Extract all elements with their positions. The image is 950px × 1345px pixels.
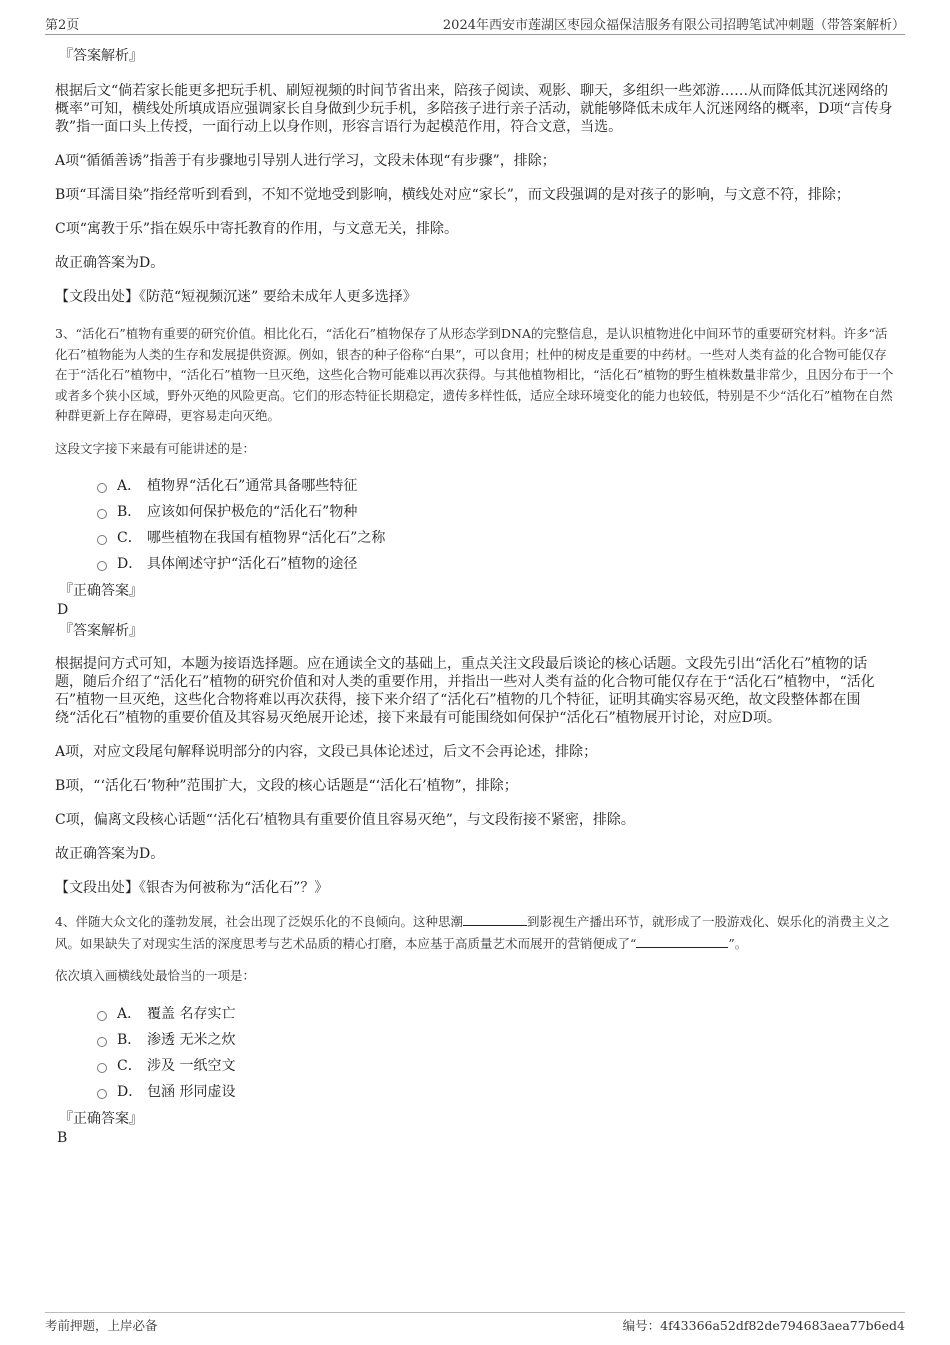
q3-option-c[interactable]: C． 哪些植物在我国有植物界“活化石”之称: [97, 525, 895, 551]
q3-analysis-p1: 根据提问方式可知，本题为接语选择题。应在通读全文的基础上，重点关注文段最后谈论的核心话题。文段先引出“活化石”植物的话题，随后介绍了“活化石”植物的研究价值和对人类的重要作用，并指出一些对人类有益的化合物可能仅存在于“活化石”植物中，“活化石”植物一旦灭绝，这些化合物将难以再次获得，接下来介绍了“活化石”植物的几个特征，证明其确实容易灭绝，故文段整体都在围绕“活化石”植物的重要价值及其容易灭绝展开论述，接下来最有可能围绕如何保护“活化石”植物展开讨论，对应D项。: [55, 656, 875, 726]
q2-analysis-a: A项“循循善诱”指善于有步骤地引导别人进行学习，文段未体现“有步骤”，排除；: [55, 153, 556, 169]
radio-icon[interactable]: [97, 483, 107, 493]
q3-answer-label: 『正确答案』: [59, 583, 143, 599]
page-content: [55, 40, 895, 1147]
q3-analysis-c: C项，偏离文段核心话题“‘活化石’植物具有重要价值且容易灭绝”，与文段衔接不紧密，排除。: [55, 812, 635, 828]
blank-2: [636, 933, 728, 948]
q2-analysis-label: 『答案解析』: [59, 48, 143, 64]
q3-analysis-label: 『答案解析』: [59, 623, 143, 639]
q4-option-a[interactable]: A． 覆盖 名存实亡: [97, 1001, 895, 1027]
page-header: [45, 14, 905, 35]
q3-source: 【文段出处】《银杏为何被称为“活化石”？》: [55, 880, 329, 896]
q4-option-d[interactable]: D． 包涵 形同虚设: [97, 1079, 895, 1105]
q3-answer: D: [57, 602, 69, 618]
radio-icon[interactable]: [97, 1037, 107, 1047]
page-number: 第2页: [45, 18, 80, 33]
radio-icon[interactable]: [97, 1011, 107, 1021]
q2-source: 【文段出处】《防范“短视频沉迷” 要给未成年人更多选择》: [55, 289, 417, 305]
q2-analysis-c: C项“寓教于乐”指在娱乐中寄托教育的作用，与文意无关，排除。: [55, 221, 459, 237]
blank-1: [463, 911, 527, 926]
radio-icon[interactable]: [97, 535, 107, 545]
q3-option-a[interactable]: A． 植物界“活化石”通常具备哪些特征: [97, 473, 895, 499]
radio-icon[interactable]: [97, 1089, 107, 1099]
document-id: 编号：4f43366a52df82de794683aea77b6ed4: [622, 1318, 905, 1333]
footer-slogan: 考前押题，上岸必备: [45, 1318, 158, 1333]
q4-prompt: 依次填入画横线处最恰当的一项是：: [55, 968, 256, 983]
page-footer: [45, 1312, 905, 1338]
q4-answer-label: 『正确答案』: [59, 1110, 143, 1127]
q2-analysis-p1: 根据后文“倘若家长能更多把玩手机、刷短视频的时间节省出来，陪孩子阅读、观影、聊天，多组织一些郊游……从而降低其沉迷网络的概率”可知，横线处所填成语应强调家长自身做到少玩手机，多陪孩子进行亲子活动，就能够降低未成年人沉迷网络的概率，D项“言传身教”指一面口头上传授，一面行动上以身作则，形容言语行为起模范作用，符合文意，当选。: [55, 83, 893, 135]
q2-conclusion: 故正确答案为D。: [55, 255, 165, 271]
q3-option-b[interactable]: B． 应该如何保护极危的“活化石”物种: [97, 499, 895, 525]
q4-option-b[interactable]: B． 渗透 无米之炊: [97, 1027, 895, 1053]
q4-options: [97, 1001, 895, 1105]
radio-icon[interactable]: [97, 561, 107, 571]
q2-analysis-b: B项“耳濡目染”指经常听到看到，不知不觉地受到影响，横线处对应“家长”，而文段强调的是对孩子的影响，与文意不符，排除；: [55, 187, 850, 203]
q4-answer: B: [57, 1129, 68, 1146]
q3-options: [97, 473, 895, 577]
q4-option-c[interactable]: C． 涉及 一纸空文: [97, 1053, 895, 1079]
q3-prompt: 这段文字接下来最有可能讲述的是：: [55, 440, 256, 456]
radio-icon[interactable]: [97, 1063, 107, 1073]
q3-option-d[interactable]: D． 具体阐述守护“活化石”植物的途径: [97, 551, 895, 577]
q3-analysis-a: A项，对应文段尾句解释说明部分的内容，文段已具体论述过，后文不会再论述，排除；: [55, 744, 598, 760]
q3-analysis-b: B项，“‘活化石’物种”范围扩大，文段的核心话题是“‘活化石’植物”，排除；: [55, 778, 518, 794]
document-title: 2024年西安市莲湖区枣园众福保洁服务有限公司招聘笔试冲刺题（带答案解析）: [442, 18, 905, 33]
q4-stem: 4、伴随大众文化的蓬勃发展，社会出现了泛娱乐化的不良倾向。这种思潮 到影视生产播出环节，就形成了一股游戏化、娱乐化的消费主义之风。如果缺失了对现实生活的深度思考与艺术品质的精心打磨，本应基于高质量艺术而展开的营销便成了“ ”。: [55, 911, 895, 954]
radio-icon[interactable]: [97, 509, 107, 519]
q3-conclusion: 故正确答案为D。: [55, 846, 165, 862]
q3-stem: 3、“活化石”植物有重要的研究价值。相比化石，“活化石”植物保存了从形态学到DNA的完整信息，是认识植物进化中间环节的重要研究材料。许多“活化石”植物能为人类的生存和发展提供资源。例如，银杏的种子俗称“白果”，可以食用；杜仲的树皮是重要的中药材。一些对人类有益的化合物可能仅存在于“活化石”植物中，“活化石”植物一旦灭绝，这些化合物可能难以再次获得。与其他植物相比，“活化石”植物的野生植株数量非常少，且因分布于一个或者多个狭小区域，野外灭绝的风险更高。它们的形态特征长期稳定，遗传多样性低，适应全球环境变化的能力也较低，特别是不少“活化石”植物在自然种群更新上存在障碍，更容易走向灭绝。: [55, 326, 894, 423]
